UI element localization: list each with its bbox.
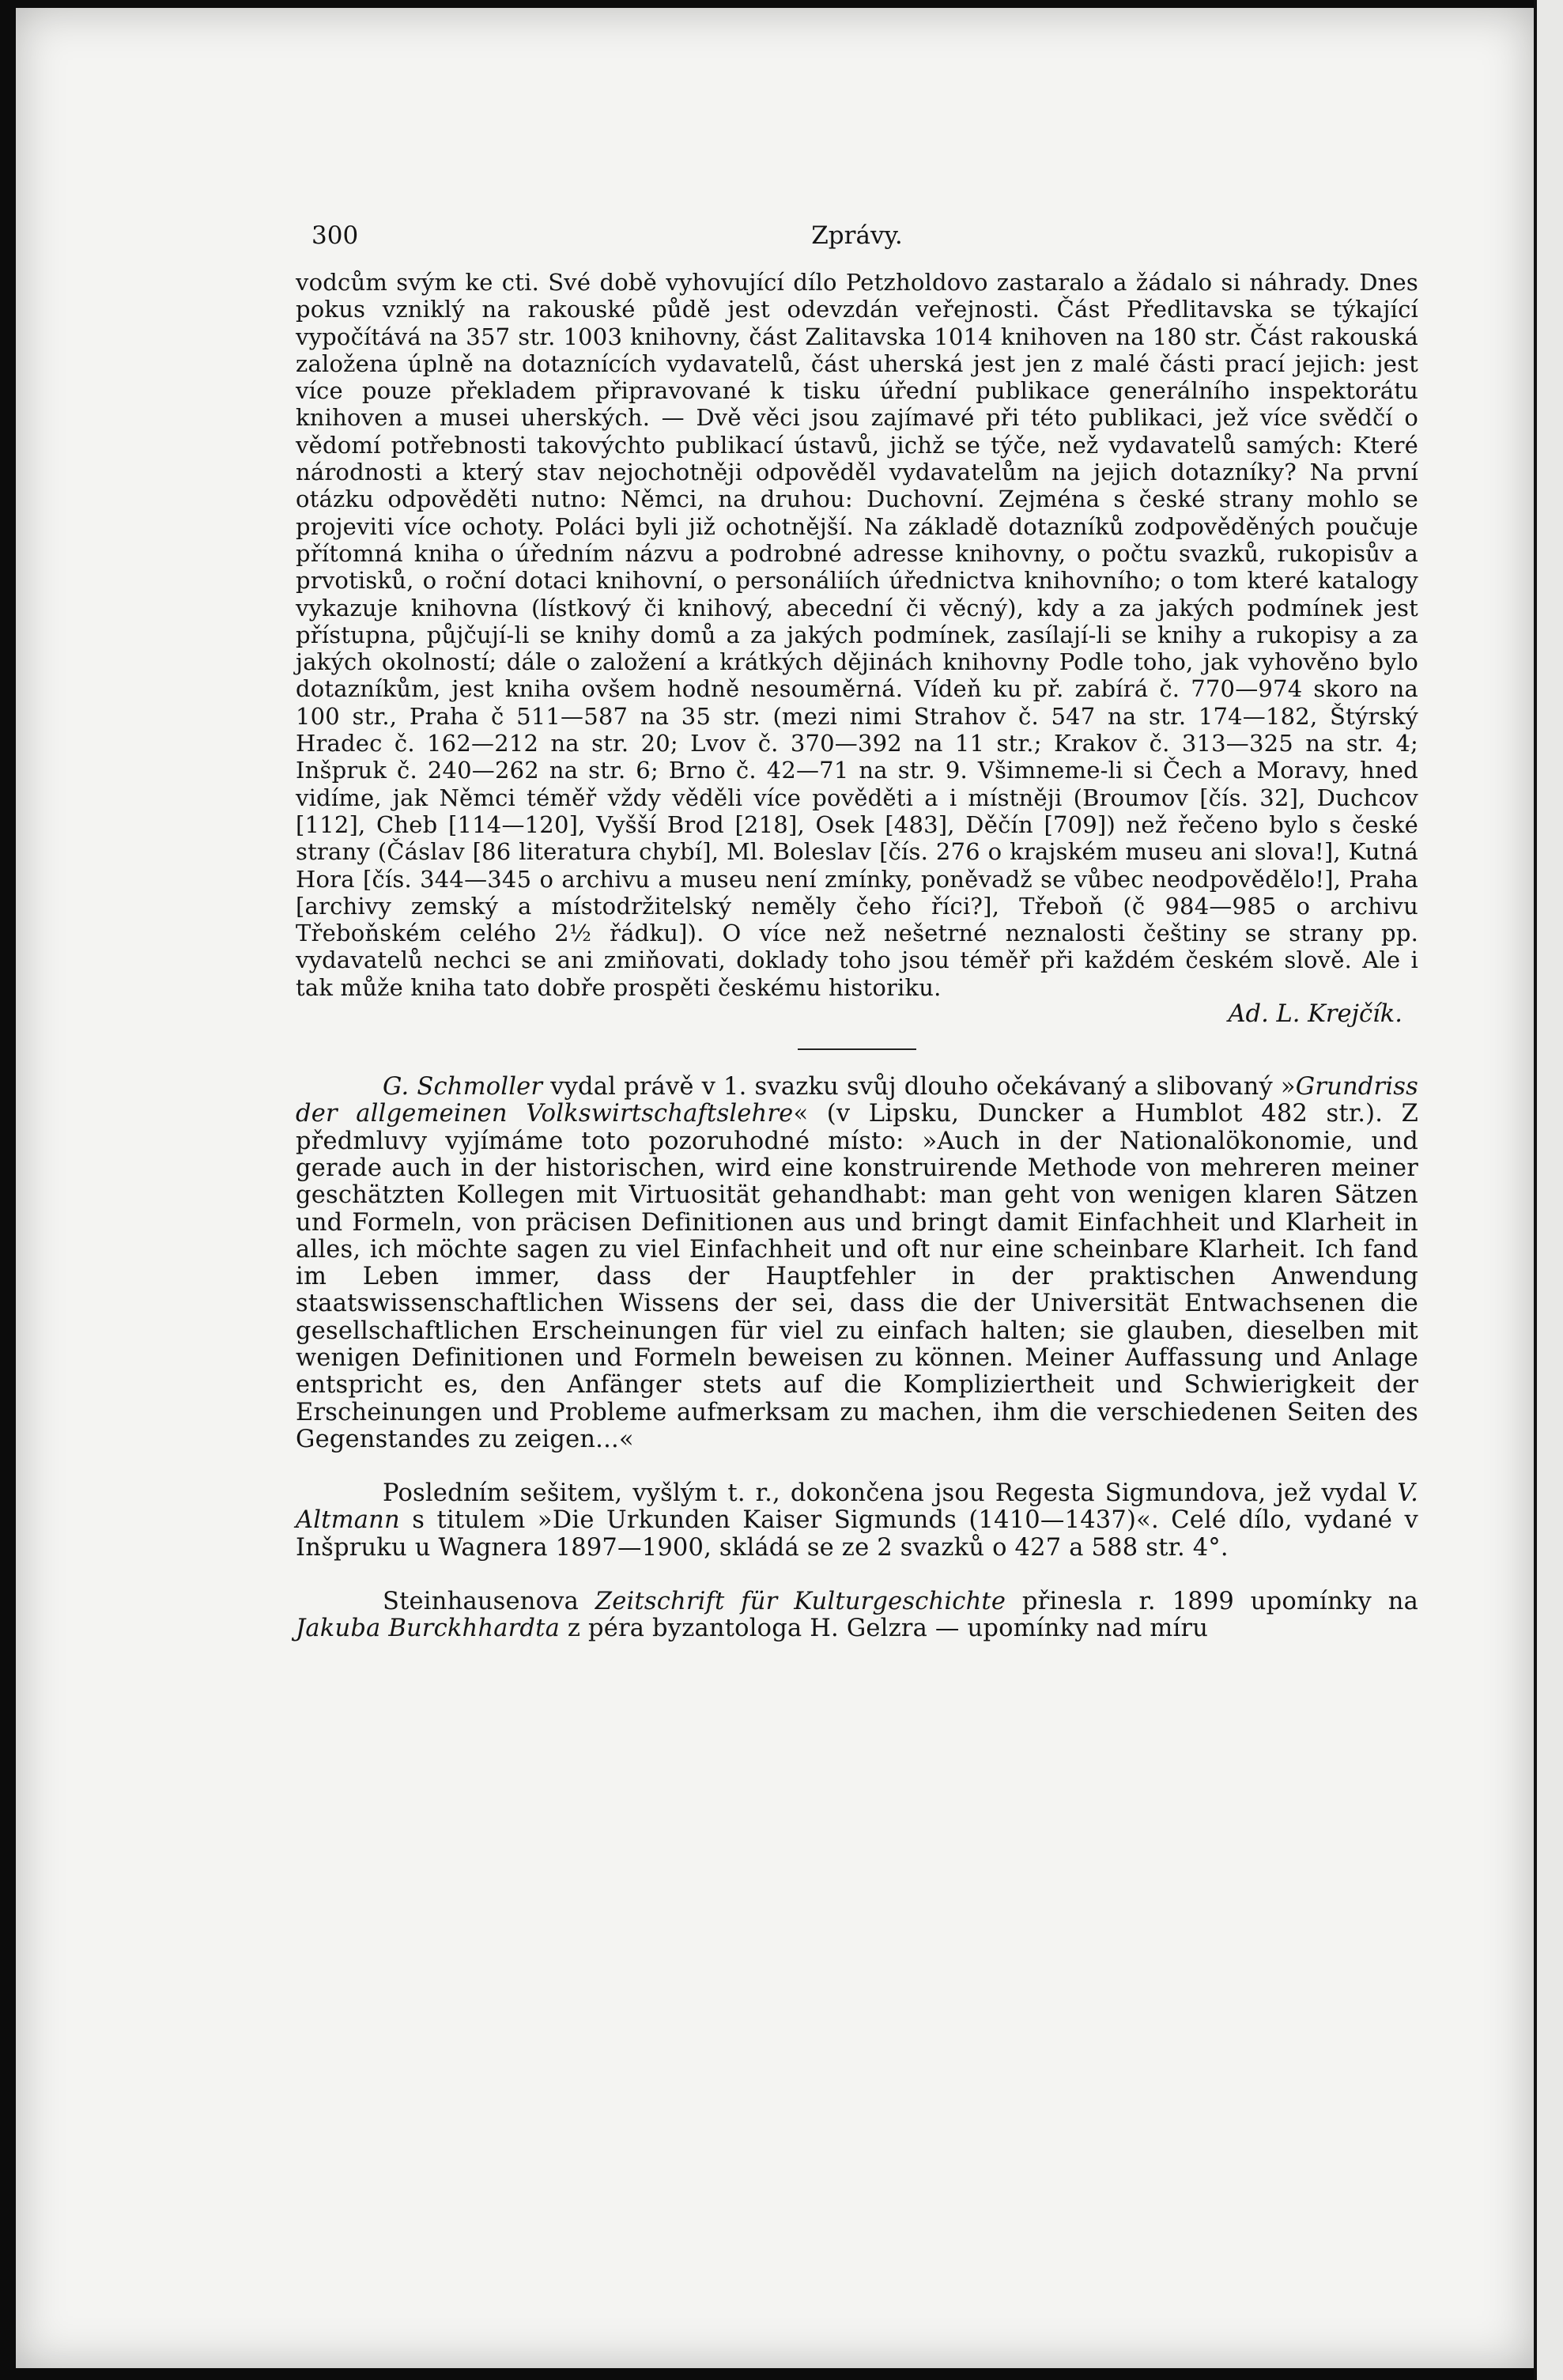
scanned-page [16,8,1534,2368]
author-signature: Ad. L. Krejčík. [1228,1000,1403,1029]
paragraph-regesta: Posledním sešitem, vyšlým t. r., dokončena jsou Regesta Sigmundova, jež vydal V. Altmann s titulem »Die Urkunden Kaiser Sigmunds (1410—1437)«. Celé dílo, vydané v Inšpruku u Wagnera 1897—1900, skládá se ze 2 svazků o 427 a 588 str. 4°. [296,1479,1418,1562]
editor-name: V. Altmann [296,1479,1418,1535]
page-content [296,221,1418,1643]
running-title: Zprávy. [811,221,903,250]
paragraph-steinhausen: Steinhausenova Zeitschrift für Kulturgeschichte přinesla r. 1899 upomínky na Jakuba Burckhhardta z péra byzantologa H. Gelzra — upomínky nad míru [296,1588,1418,1643]
section-divider [798,1048,916,1050]
running-head [296,221,1418,269]
person-name: Jakuba Burckhhardta [296,1615,560,1643]
paragraph-library-directory: vodcům svým ke cti. Své době vyhovující dílo Petzholdovo zastaralo a žádalo si náhrady. Dnes pokus vzniklý na rakouské půdě jest odevzdán veřejnosti. Část Předlitavska se týkající vypočítává na 357 str. 1003 knihovny, část Zalitavska 1014 knihoven na 180 str. Část rakouská založena úplně na dotaznících vydavatelů, část uherská jest jen z malé části prací jejich: jest více pouze překladem připravované k tisku úřední publikace generálního inspektorátu knihoven a musei uherských. — Dvě věci jsou zajímavé při této publikaci, jež více svědčí o vědomí potřebnosti takovýchto publikací ústavů, jichž se týče, než vydavatelů samých: Které národnosti a který stav nejochotněji odpověděl vydavatelům na jejich dotazníky? Na první otázku odpověděti nutno: Němci, na druhou: Duchovní. Zejména s české strany mohlo se projeviti více ochoty. Poláci byli již ochotnější. Na základě dotazníků zodpověděných poučuje přítomná kniha o úředním názvu a podrobné adresse knihovny, o počtu svazků, rukopisův a prvotisků, o roční dotaci knihovní, o personáliích úřednictva knihovního; o tom které katalogy vykazuje knihovna (lístkový či knihový, abecední či věcný), kdy a za jakých podmínek jest přístupna, půjčují-li se knihy domů a za jakých podmínek, zasílají-li se knihy a rukopisy a za jakých okolností; dále o založení a krátkých dějinách knihovny Podle toho, jak vyhověno bylo dotazníkům, jest kniha ovšem hodně nesouměrná. Vídeň ku př. zabírá č. 770—974 skoro na 100 str., Praha č 511—587 na 35 str. (mezi nimi Strahov č. 547 na str. 174—182, Štýrský Hradec č. 162—212 na str. 20; Lvov č. 370—392 na 11 str.; Krakov č. 313—325 na str. 4; Inšpruk č. 240—262 na str. 6; Brno č. 42—71 na str. 9. Všimneme-li si Čech a Moravy, hned vidíme, jak Němci téměř vždy věděli více pověděti a i místněji (Broumov [čís. 32], Duchcov [112], Cheb [114—120], Vyšší Brod [218], Osek [483], Děčín [709]) než řečeno bylo s české strany (Čáslav [86 literatura chybí], Ml. Boleslav [čís. 276 o krajském museu ani slova!], Kutná Hora [čís. 344—345 o archivu a museu není zmínky, poněvadž se vůbec neodpovědělo!], Praha [archivy zemský a místodržitelský neměly čeho říci?], Třeboň (č 984—985 o archivu Třeboňském celého 2½ řádku]). O více než nešetrné neznalosti češtiny se strany pp. vydavatelů nechci se ani zmiňovati, doklady toho jsou téměř při každém českém slově. Ale i tak může kniha tato dobře prospěti českému historiku. [296,269,1418,1001]
book-title: Grundriss der allgemeinen Volkswirtschaftslehre [296,1073,1418,1128]
author-name: G. Schmoller [383,1073,543,1101]
scan-edge [1534,0,1563,2380]
journal-title: Zeitschrift für Kulturgeschichte [595,1588,1006,1616]
paragraph-schmoller: G. Schmoller vydal právě v 1. svazku svůj dlouho očekávaný a slibovaný »Grundriss der allgemeinen Volkswirtschaftslehre« (v Lipsku, Duncker a Humblot 482 str.). Z předmluvy vyjímáme toto pozoruhodné místo: »Auch in der Nationalökonomie, und gerade auch in der historischen, wird eine konstruirende Methode von mehreren meiner geschätzten Kollegen mit Virtuosität gehandhabt: man geht von wenigen klaren Sätzen und Formeln, von präcisen Definitionen aus und bringt damit Einfachheit und Klarheit in alles, ich möchte sagen zu viel Einfachheit und oft nur eine scheinbare Klarheit. Ich fand im Leben immer, dass der Hauptfehler in der praktischen Anwendung staatswissenschaftlichen Wissens der sei, dass die der Universität Entwachsenen die gesellschaftlichen Erscheinungen für viel zu einfach halten; sie glauben, dieselben mit wenigen Definitionen und Formeln beweisen zu können. Meiner Auffassung und Anlage entspricht es, den Anfänger stets auf die Kompliziertheit und Schwierigkeit der Erscheinungen und Probleme aufmerksam zu machen, ihm die verschiedenen Seiten des Gegenstandes zu zeigen...« [296,1073,1418,1453]
page-number: 300 [311,221,359,250]
